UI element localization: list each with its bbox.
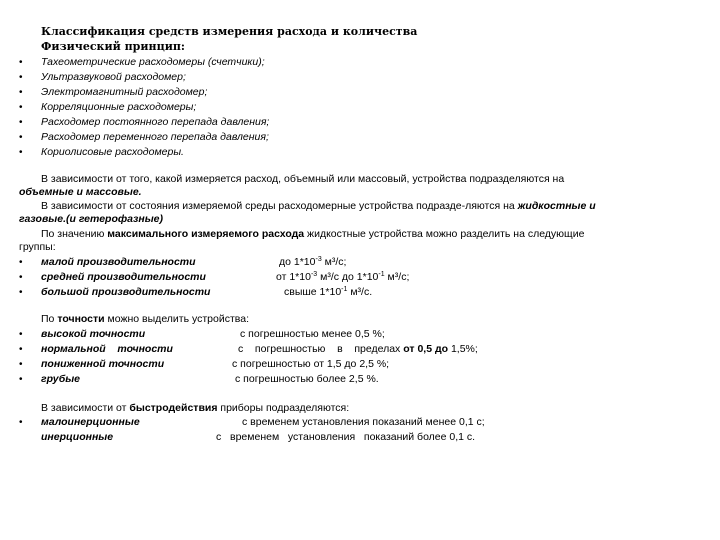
accuracy-low-name: пониженной точности	[41, 358, 165, 370]
medium-types: газовые.(и гетерофазные)	[19, 213, 164, 225]
accuracy-rough-name: грубые	[41, 373, 81, 385]
list-item: Корреляционные расходомеры;	[41, 101, 197, 113]
speed-intro-post: приборы подразделяются:	[217, 402, 350, 414]
bullet: •	[19, 87, 23, 98]
value-bold: от 0,5 до	[403, 343, 449, 355]
productivity-mid-name: средней производительности	[41, 271, 206, 283]
speed-fast-value: с временем установления показаний менее 0,1 с;	[242, 416, 485, 428]
list-item: Расходомер переменного перепада давления;	[41, 131, 269, 143]
value-text: с погрешностью в пределах	[238, 343, 404, 355]
exponent: -3	[310, 271, 318, 278]
accuracy-rough-value: с погрешностью более 2,5 %.	[235, 373, 379, 385]
value-mid: м³/с до 1*10	[317, 271, 379, 283]
accuracy-intro-pre: По	[41, 313, 58, 325]
productivity-intro	[41, 228, 584, 241]
value-text: до 1*10	[279, 256, 316, 268]
speed-fast-name: малоинерционные	[41, 416, 140, 428]
speed-intro-bold: быстродействия	[129, 402, 218, 414]
bullet: •	[19, 272, 23, 283]
speed-intro-pre: В зависимости от	[41, 402, 130, 414]
speed-slow-value: с временем установления показаний более 0,1 с.	[216, 431, 476, 443]
list-item: Кориолисовые расходомеры.	[41, 146, 184, 158]
productivity-intro-pre: По значению	[41, 228, 108, 240]
measure-text: В зависимости от того, какой измеряется расход, объемный или массовый, устройства подразделяются на	[41, 173, 565, 185]
measure-types: объемные и массовые.	[19, 186, 142, 198]
principle-heading: Физический принцип:	[41, 40, 185, 53]
accuracy-normal-value	[238, 343, 478, 356]
bullet: •	[19, 374, 23, 385]
bullet: •	[19, 72, 23, 83]
medium-text	[41, 200, 596, 213]
medium-text-pre: В зависимости от состояния измеряемой среды расходомерные устройства подразде-ляются на	[41, 200, 518, 212]
accuracy-low-value: с погрешностью от 1,5 до 2,5 %;	[232, 358, 390, 370]
bullet: •	[19, 147, 23, 158]
speed-intro	[41, 402, 349, 415]
bullet: •	[19, 287, 23, 298]
productivity-low-name: малой производительности	[41, 256, 196, 268]
exponent: -1	[341, 286, 348, 293]
bullet: •	[19, 257, 23, 268]
bullet: •	[19, 132, 23, 143]
accuracy-intro	[41, 313, 249, 326]
exponent: -3	[315, 256, 322, 263]
productivity-high-name: большой производительности	[41, 286, 211, 298]
accuracy-intro-post: можно выделить устройства:	[104, 313, 250, 325]
value-tail: 1,5%;	[448, 343, 478, 355]
exponent: -1	[378, 271, 385, 278]
bullet: •	[19, 417, 23, 428]
list-item: Расходомер постоянного перепада давления;	[41, 116, 270, 128]
bullet: •	[19, 329, 23, 340]
accuracy-high-name: высокой точности	[41, 328, 146, 340]
productivity-intro-line2: группы:	[19, 241, 56, 253]
productivity-low-value	[279, 256, 346, 269]
value-text: от 1*10	[276, 271, 311, 283]
value-unit: м³/с.	[347, 286, 373, 298]
medium-bold: жидкостные и	[517, 200, 596, 212]
accuracy-high-value: с погрешностью менее 0,5 %;	[240, 328, 385, 340]
accuracy-normal-name: нормальной точности	[41, 343, 173, 355]
bullet: •	[19, 102, 23, 113]
value-text: свыше 1*10	[284, 286, 342, 298]
value-unit: м³/с;	[321, 256, 347, 268]
speed-slow-name: инерционные	[41, 431, 114, 443]
list-item: Тахеометрические расходомеры (счетчики);	[41, 56, 265, 68]
productivity-intro-post: жидкостные устройства можно разделить на следующие	[304, 228, 585, 240]
bullet: •	[19, 344, 23, 355]
bullet: •	[19, 57, 23, 68]
bullet: •	[19, 359, 23, 370]
value-unit: м³/с;	[384, 271, 410, 283]
productivity-mid-value	[276, 271, 409, 284]
list-item: Электромагнитный расходомер;	[41, 86, 208, 98]
accuracy-intro-bold: точности	[57, 313, 105, 325]
page-title: Классификация средств измерения расхода и количества	[41, 25, 418, 38]
list-item: Ультразвуковой расходомер;	[41, 71, 186, 83]
productivity-intro-bold: максимального измеряемого расхода	[107, 228, 305, 240]
productivity-high-value	[284, 286, 372, 299]
bullet: •	[19, 117, 23, 128]
